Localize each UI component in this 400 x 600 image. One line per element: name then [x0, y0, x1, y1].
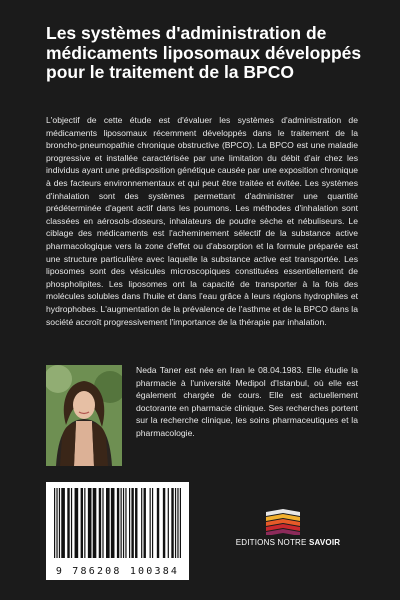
author-photo	[46, 365, 122, 466]
publisher-name-regular: EDITIONS NOTRE	[235, 538, 309, 547]
barcode-bar	[102, 488, 103, 558]
barcode-bar	[117, 488, 119, 558]
book-title: Les systèmes d'administration de médicaments liposomaux développés pour le traitement de la BPCO	[46, 23, 362, 82]
barcode-bar	[93, 488, 97, 558]
barcode	[46, 482, 189, 580]
barcode-bar	[177, 488, 178, 558]
barcode-bar	[168, 488, 169, 558]
barcode-bar	[61, 488, 65, 558]
barcode-bar	[125, 488, 126, 558]
barcode-bar	[59, 488, 60, 558]
barcode-bar	[121, 488, 122, 558]
publisher-logo-icon	[262, 505, 304, 535]
barcode-bar	[157, 488, 159, 558]
barcode-bar	[106, 488, 110, 558]
barcode-bar	[123, 488, 124, 558]
barcode-bar	[81, 488, 83, 558]
publisher-name	[228, 538, 348, 547]
barcode-bar	[99, 488, 101, 558]
barcode-bar	[141, 488, 142, 558]
barcode-bar	[180, 488, 181, 558]
barcode-bar	[88, 488, 92, 558]
book-abstract: L'objectif de cette étude est d'évaluer les systèmes d'administration de médicaments liposomaux récemment développés dans le traitement de la broncho-pneumopathie chronique obstructive (BPCO). La BPCO est une maladie progressive et installée caractérisée par une limitation du débit d'air chez les individus ayant une prédisposition génétique causée par une exposition chronique à des facteurs environnementaux et qui peut être traitée et évitée. Les systèmes d'inhalation sont des systèmes permettant d'administrer une quantité prédéterminée d'agent actif dans les poumons. Les méthodes d'inhalation sont classées en aérosols-doseurs, inhalateurs de poudre sèche et nébuliseurs. Le ciblage des médicaments est l'acheminement sélectif de la substance active pharmacologique vers la zone d'effet ou d'absorption et la formule préparée est une structure particulière avec laquelle la substance active est transportée. Les liposomes sont des vésicules microscopiques constituées essentiellement de phospholipites. Les liposomes ont la capacité de transporter à la fois des molécules solubles dans l'huile et dans l'eau grâce à leurs régions hydrophiles et hydrophobes. L'augmentation de la prévalence de l'asthme et de la BPCO dans la société accroît progressivement l'importance de la thérapie par inhalation.	[46, 115, 358, 327]
barcode-bar	[129, 488, 130, 558]
barcode-bar	[71, 488, 72, 558]
barcode-bar	[111, 488, 115, 558]
barcode-bar	[163, 488, 165, 558]
barcode-bar	[175, 488, 176, 558]
barcode-bars	[46, 482, 189, 560]
author-bio: Neda Taner est née en Iran le 08.04.1983. Elle étudie la pharmacie à l'université Medipol d'Istanbul, où elle est également chargée de cours. Elle est actuellement doctorante en pharmacie clinique. Ses recherches portent sur la recherche clinique, les soins pharmaceutiques et la pharmacologie.	[136, 365, 358, 438]
author-portrait-icon	[46, 365, 122, 466]
barcode-bar	[131, 488, 133, 558]
barcode-bar	[171, 488, 173, 558]
barcode-bar	[150, 488, 151, 558]
barcode-bar	[135, 488, 137, 558]
barcode-bar	[144, 488, 146, 558]
barcode-bar	[67, 488, 69, 558]
publisher-name-bold: SAVOIR	[308, 538, 341, 547]
barcode-bar	[75, 488, 79, 558]
barcode-bar	[56, 488, 57, 558]
barcode-bar	[54, 488, 55, 558]
barcode-bar	[152, 488, 153, 558]
barcode-bar	[84, 488, 85, 558]
barcode-digits: 9 786208 100384	[55, 566, 180, 577]
